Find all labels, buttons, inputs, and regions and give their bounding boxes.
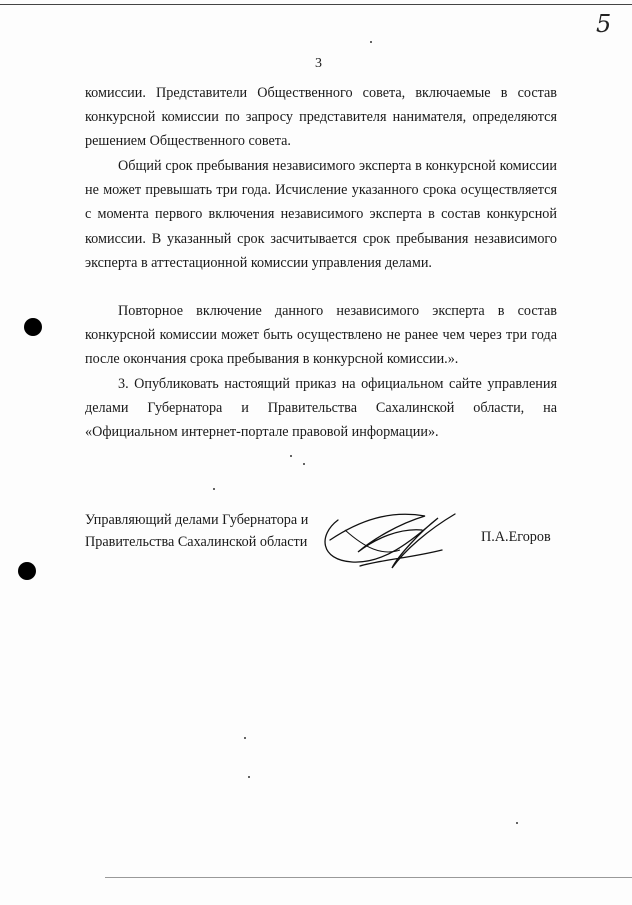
scan-top-edge xyxy=(0,4,632,5)
handwritten-signature xyxy=(300,500,470,580)
signatory-position-line2: Правительства Сахалинской области xyxy=(85,534,308,550)
scan-speck xyxy=(290,455,292,457)
scan-speck xyxy=(244,737,246,739)
handwritten-page-number: 5 xyxy=(596,10,612,38)
scan-bottom-edge xyxy=(105,877,632,878)
signatory-position-line1: Управляющий делами Губернатора и xyxy=(85,512,309,528)
paragraph-publication: 3. Опубликовать настоящий приказ на официальном сайте управления делами Губернатора и Правительства Сахалинской области, на «Официальном интернет-портале правовой информации». xyxy=(85,376,557,441)
punch-hole-upper xyxy=(24,318,42,336)
scan-speck xyxy=(370,41,372,43)
punch-hole-lower xyxy=(18,562,36,580)
scan-speck xyxy=(516,822,518,824)
scan-speck xyxy=(303,463,305,465)
paragraph-reappointment: Повторное включение данного независимого эксперта в состав конкурсной комиссии может быть осуществлено не ранее чем через три года после окончания срока пребывания в конкурсной комиссии.». xyxy=(85,303,557,368)
paragraph-term-of-office: Общий срок пребывания независимого эксперта в конкурсной комиссии не может превышать три года. Исчисление указанного срока осуществляется с момента первого включения независимого эксперта в состав конкурсной комиссии. В указанный срок засчитывается срок пребывания независимого эксперта в аттестационной комиссии управления делами. xyxy=(85,158,557,271)
page-number: 3 xyxy=(315,56,322,71)
scan-speck xyxy=(248,776,250,778)
signatory-position xyxy=(85,509,308,553)
paragraph-continuation: комиссии. Представители Общественного совета, включаемые в состав конкурсной комиссии по запросу представителя нанимателя, определяются решением Общественного совета. xyxy=(85,85,557,150)
scan-speck xyxy=(213,488,215,490)
signatory-name: П.А.Егоров xyxy=(481,529,551,545)
